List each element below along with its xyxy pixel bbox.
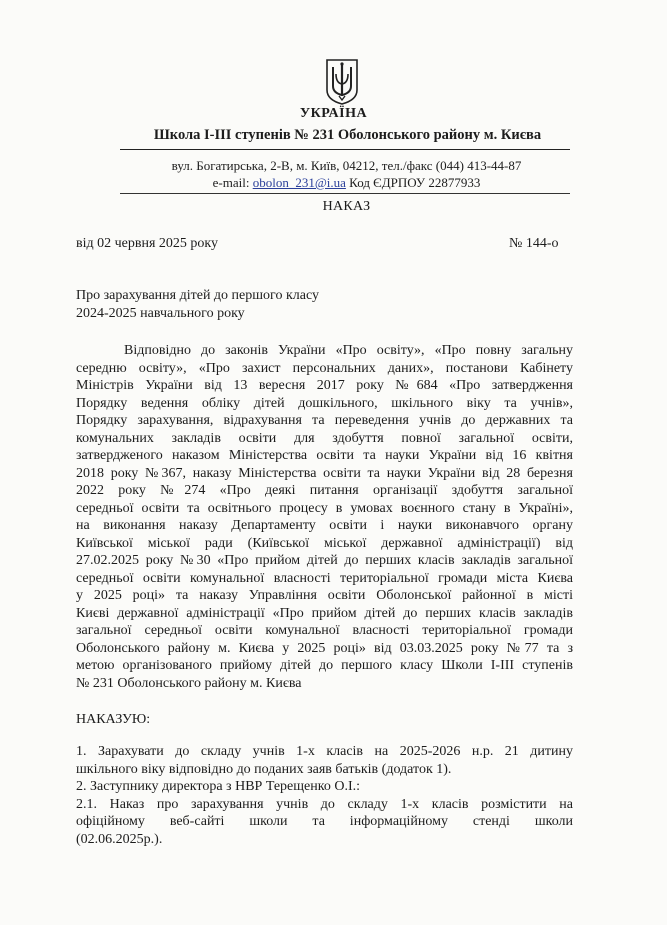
header-divider-top: [120, 149, 570, 150]
header-divider-bottom: [120, 193, 570, 194]
order-date: від 02 червня 2025 року: [76, 236, 219, 251]
preamble-line: 27.02.2025 року №30 «Про прийом дітей до перших класів закладів загальної: [76, 553, 573, 568]
school-address: [0, 157, 667, 191]
preamble-line: метою організованого прийому дітей до першого класу Школи І-ІІІ ступенів: [76, 658, 573, 673]
preamble-line: Києві державної адміністрації «Про прийом дітей до перших класів закладів: [76, 605, 573, 621]
preamble-line: 2022 року №274 «Про деякі питання організації здобуття загальної: [76, 483, 573, 498]
country-title: УКРАЇНА: [299, 106, 368, 121]
order-item-line: шкільного віку відповідно до поданих заяв батьків (додаток 1).: [76, 761, 452, 777]
school-name: Школа І-ІІІ ступенів № 231 Оболонського району м. Києва: [153, 127, 542, 143]
order-items: [76, 743, 573, 848]
email-prefix: e-mail:: [212, 175, 253, 190]
order-subject: [76, 287, 319, 323]
order-number: № 144-о: [509, 236, 559, 251]
address-line: вул. Богатирська, 2-В, м. Київ, 04212, тел./факс (044) 413-44-87: [171, 158, 522, 173]
preamble-line: № 231 Оболонського району м. Києва: [76, 675, 302, 691]
preamble-line: середньої освіти комунальної власності територіальної громади міста Києва: [76, 570, 573, 586]
preamble-line: середню освіту», «Про захист персональних даних», постанови Кабінету: [76, 360, 573, 376]
preamble-line: Відповідно до законів України «Про освіту», «Про повну загальну: [124, 343, 573, 358]
preamble-line: на виконання наказу Департаменту освіти і науки виконавчого органу: [76, 518, 573, 533]
order-directive-heading: НАКАЗУЮ:: [76, 712, 151, 727]
preamble-line: Порядку зарахування, відрахування та переведення учнів до державних та: [76, 413, 573, 428]
document-type: НАКАЗ: [322, 199, 371, 214]
order-preamble: [76, 342, 573, 692]
order-item-line: 2. Заступнику директора з НВР Терещенко О.І.:: [76, 779, 360, 794]
edrpou-code: Код ЄДРПОУ 22877933: [345, 175, 481, 190]
subject-line: Про зарахування дітей до першого класу: [76, 288, 319, 303]
preamble-line: затвердженого наказом Міністерства освіти та науки України від 16 квітня: [76, 448, 573, 463]
preamble-line: Порядку ведення обліку дітей дошкільного, шкільного віку та учнів»,: [76, 395, 573, 411]
preamble-line: комунальних закладів освіти для здобуття повної загальної освіти,: [76, 430, 573, 446]
preamble-line: загальної середньої освіти комунальної власності територіальної громади: [76, 623, 573, 638]
preamble-line: Оболонського району м. Києва у 2025 році» від 03.03.2025 року №77 та з: [76, 640, 573, 656]
preamble-line: 2018 року №367, наказу Міністерства освіти та науки України від 28 березня: [76, 465, 573, 481]
order-item-line: офіційному веб-сайті школи та інформаційному стенді школи: [76, 814, 573, 829]
trident-emblem-icon: [324, 56, 360, 106]
order-item-line: 2.1. Наказ про зарахування учнів до складу 1-х класів розмістити на: [76, 796, 573, 812]
preamble-line: середньої освіти та освітнього процесу в умовах воєнного стану в Україні»,: [76, 500, 573, 516]
preamble-line: у 2025 році» та наказу Управління освіти Оболонської районної в місті: [76, 588, 573, 603]
order-item-line: 1. Зарахувати до складу учнів 1-х класів на 2025-2026 н.р. 21 дитину: [76, 744, 573, 759]
subject-line: 2024-2025 навчального року: [76, 306, 245, 321]
preamble-line: Київської міської ради (Київської міської державної адміністрації) від: [76, 535, 573, 551]
preamble-line: Міністрів України від 13 вересня 2017 року №684 «Про затвердження: [76, 378, 573, 393]
order-item-line: (02.06.2025р.).: [76, 831, 163, 847]
email-link[interactable]: obolon_231@i.ua: [252, 175, 346, 190]
contact-line: [26, 174, 667, 191]
